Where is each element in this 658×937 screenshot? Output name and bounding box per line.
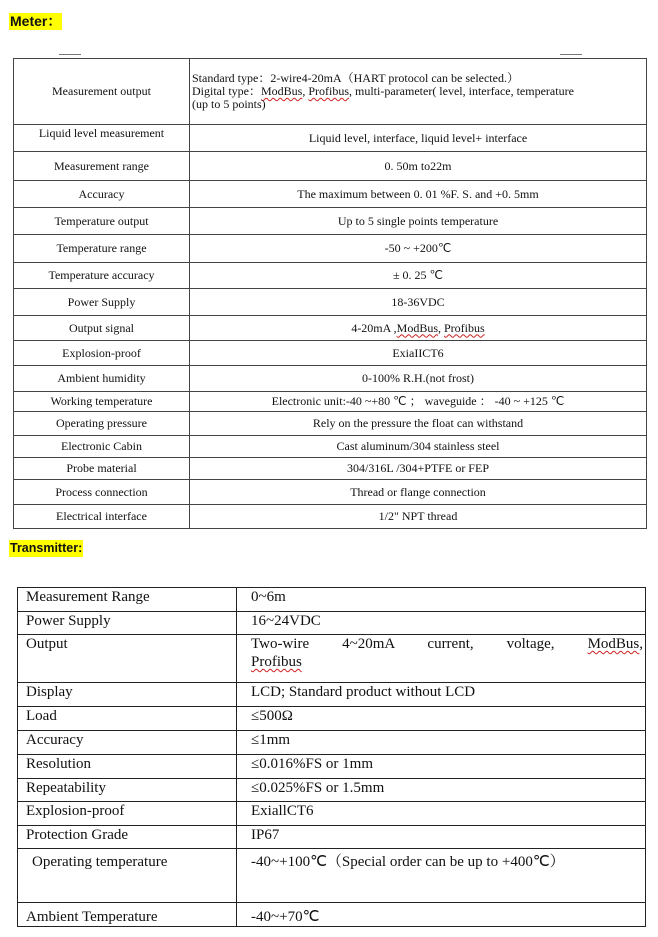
- table-row: [18, 588, 646, 612]
- spec-value: Liquid level, interface, liquid level+ interface: [190, 125, 647, 152]
- spec-label: Probe material: [14, 458, 190, 480]
- spec-label: Accuracy: [14, 181, 190, 208]
- table-row: [14, 341, 647, 366]
- spec-label: Explosion-proof: [14, 341, 190, 366]
- spec-label: Operating pressure: [14, 412, 190, 436]
- spec-label: Protection Grade: [18, 826, 237, 849]
- meter-spec-table: [13, 58, 647, 529]
- table-row: [14, 316, 647, 341]
- spec-label: Ambient humidity: [14, 366, 190, 392]
- table-row: [18, 683, 646, 707]
- spec-value: Up to 5 single points temperature: [190, 208, 647, 235]
- spec-label: Power Supply: [18, 612, 237, 635]
- table-row: [14, 263, 647, 289]
- spec-label: Operating temperature: [18, 849, 237, 903]
- spec-value-line: (up to 5 points): [192, 97, 266, 111]
- spec-value: ≤0.016%FS or 1mm: [237, 755, 646, 779]
- spec-label: Ambient Temperature: [18, 903, 237, 927]
- spec-value: [237, 635, 646, 683]
- spec-value: [190, 59, 647, 125]
- table-row: [14, 235, 647, 263]
- spec-value: Thread or flange connection: [190, 480, 647, 505]
- spec-label: Liquid level measurement: [14, 125, 190, 152]
- spec-label: Repeatability: [18, 779, 237, 802]
- spec-value: 0-100% R.H.(not frost): [190, 366, 647, 392]
- table-row: [18, 849, 646, 903]
- spec-label: Load: [18, 707, 237, 731]
- spec-value: 16~24VDC: [237, 612, 646, 635]
- table-row: [14, 366, 647, 392]
- spec-value: 18-36VDC: [190, 289, 647, 316]
- table-row: [18, 802, 646, 826]
- spec-value-line: Two-wire 4~20mA current, voltage, ModBus,: [251, 636, 643, 652]
- spec-value: ≤0.025%FS or 1.5mm: [237, 779, 646, 802]
- table-row: [14, 59, 647, 125]
- spec-value: ExiaIICT6: [190, 341, 647, 366]
- table-row: [18, 707, 646, 731]
- spec-label: Electronic Cabin: [14, 436, 190, 458]
- spellcheck-mark: ModBus: [396, 320, 438, 335]
- spec-label: Power Supply: [14, 289, 190, 316]
- spec-value: ± 0. 25 ℃: [190, 263, 647, 289]
- spec-value: -40~+100℃（Special order can be up to +400℃）: [237, 849, 646, 903]
- spec-value: ≤1mm: [237, 731, 646, 755]
- spec-label: Temperature range: [14, 235, 190, 263]
- table-row: [18, 731, 646, 755]
- spec-value: IP67: [237, 826, 646, 849]
- spellcheck-mark: ModBus: [587, 636, 640, 652]
- spec-label: Measurement output: [14, 59, 190, 125]
- spec-label: Resolution: [18, 755, 237, 779]
- spec-value-line: Digital type：ModBus, Profibus, multi-parameter( level, interface, temperature: [192, 84, 574, 98]
- spec-label: Working temperature: [14, 392, 190, 412]
- table-row: [14, 392, 647, 412]
- table-row: [18, 826, 646, 849]
- spec-value: Rely on the pressure the float can withstand: [190, 412, 647, 436]
- table-row: [14, 505, 647, 529]
- spec-label: Process connection: [14, 480, 190, 505]
- spec-value: -50 ~ +200℃: [190, 235, 647, 263]
- spellcheck-mark: ModBus: [261, 84, 303, 98]
- table-row: [14, 480, 647, 505]
- table-row: [14, 125, 647, 152]
- spec-label: Measurement range: [14, 152, 190, 181]
- spec-label: Accuracy: [18, 731, 237, 755]
- spellcheck-mark: Profibus: [444, 320, 485, 335]
- table-row: [14, 289, 647, 316]
- transmitter-spec-table: [17, 587, 646, 927]
- spec-label: Temperature output: [14, 208, 190, 235]
- table-row: [14, 412, 647, 436]
- spec-value: 304/316L /304+PTFE or FEP: [190, 458, 647, 480]
- table-row: [14, 208, 647, 235]
- spec-value: ExiallCT6: [237, 802, 646, 826]
- table-row: [18, 903, 646, 927]
- table-row: [14, 181, 647, 208]
- table-row: [18, 612, 646, 635]
- transmitter-heading: Transmitter:: [10, 541, 83, 555]
- table-row: [18, 779, 646, 802]
- spec-label: Electrical interface: [14, 505, 190, 529]
- spec-label: Output: [18, 635, 237, 683]
- table-row: [14, 152, 647, 181]
- spec-label: Output signal: [14, 316, 190, 341]
- spec-value: The maximum between 0. 01 %F. S. and +0. 5mm: [190, 181, 647, 208]
- spec-value: 0. 50m to22m: [190, 152, 647, 181]
- spellcheck-mark: Profibus: [308, 84, 350, 98]
- spec-value-line: Standard type：2-wire4-20mA（HART protocol can be selected.）: [192, 71, 519, 85]
- spec-label: Explosion-proof: [18, 802, 237, 826]
- table-row: [18, 755, 646, 779]
- spec-value: 4-20mA ,ModBus, Profibus: [190, 316, 647, 341]
- table-row: [14, 436, 647, 458]
- spec-label: Display: [18, 683, 237, 707]
- spec-value: Electronic unit:-40 ~+80 ℃ ； waveguide ： -40 ~ +125 ℃: [190, 392, 647, 412]
- divider: [560, 54, 582, 55]
- meter-heading: Meter：: [10, 13, 62, 29]
- spec-value: LCD; Standard product without LCD: [237, 683, 646, 707]
- spec-value: ≤500Ω: [237, 707, 646, 731]
- spec-value: -40~+70℃: [237, 903, 646, 927]
- spec-value: Cast aluminum/304 stainless steel: [190, 436, 647, 458]
- table-row: [14, 458, 647, 480]
- spellcheck-mark: Profibus: [251, 654, 302, 670]
- spec-value: 1/2" NPT thread: [190, 505, 647, 529]
- spec-value: 0~6m: [237, 588, 646, 612]
- divider: [59, 54, 81, 55]
- spec-label: Temperature accuracy: [14, 263, 190, 289]
- table-row: [18, 635, 646, 683]
- spec-label: Measurement Range: [18, 588, 237, 612]
